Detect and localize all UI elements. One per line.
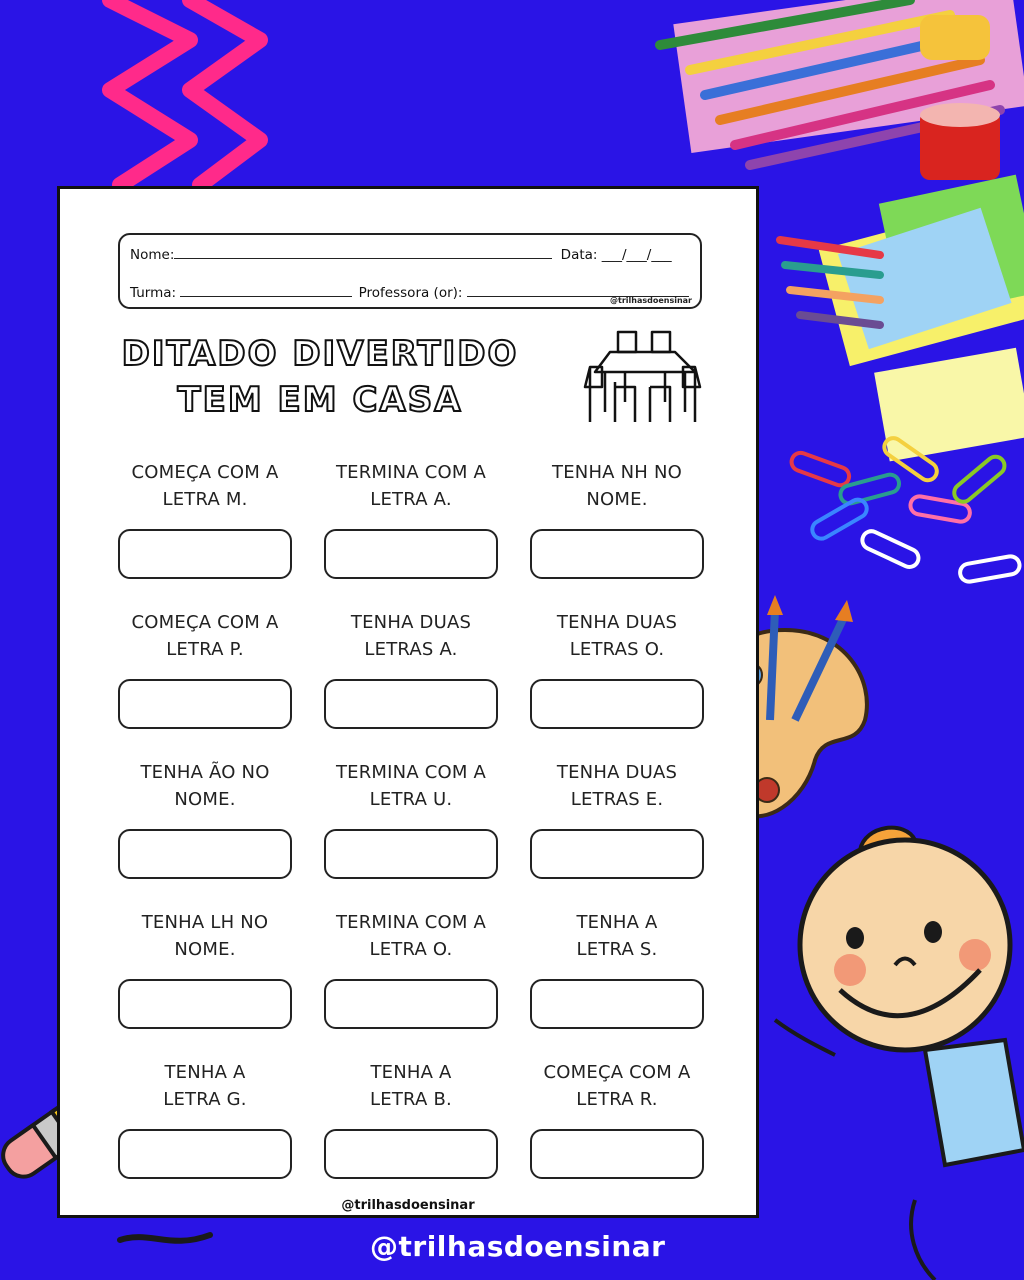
zigzag-decoration bbox=[70, 0, 270, 190]
dictation-item bbox=[118, 909, 292, 1029]
answer-box[interactable] bbox=[118, 1129, 292, 1179]
answer-box[interactable] bbox=[530, 1129, 704, 1179]
item-prompt: TENHA LH NO NOME. bbox=[141, 912, 269, 960]
item-prompt: TENHA DUAS LETRAS O. bbox=[556, 612, 678, 660]
answer-box[interactable] bbox=[530, 679, 704, 729]
answer-box[interactable] bbox=[530, 829, 704, 879]
teacher-label: Professora (or): bbox=[358, 285, 463, 301]
title-line-2: TEM EM CASA bbox=[177, 380, 463, 420]
answer-box[interactable] bbox=[324, 529, 498, 579]
item-prompt: TENHA DUAS LETRAS E. bbox=[556, 762, 678, 810]
item-prompt: TERMINA COM A LETRA A. bbox=[335, 462, 487, 510]
class-label: Turma: bbox=[130, 285, 177, 301]
item-prompt: COMEÇA COM A LETRA P. bbox=[131, 612, 279, 660]
social-handle: @trilhasdoensinar bbox=[370, 1230, 666, 1263]
dictation-item bbox=[324, 759, 498, 879]
dictation-item bbox=[530, 459, 704, 579]
dictation-item bbox=[118, 1059, 292, 1179]
student-info-box bbox=[118, 233, 702, 309]
name-line[interactable] bbox=[174, 245, 552, 259]
dictation-item bbox=[118, 609, 292, 729]
name-date-row bbox=[130, 245, 690, 263]
dictation-item bbox=[530, 759, 704, 879]
answer-box[interactable] bbox=[324, 829, 498, 879]
sheet-footer-handle: @trilhasdoensinar bbox=[341, 1198, 475, 1213]
item-prompt: COMEÇA COM A LETRA R. bbox=[543, 1062, 691, 1110]
class-line[interactable] bbox=[180, 283, 352, 297]
class-teacher-row bbox=[130, 283, 690, 301]
item-prompt: TENHA NH NO NOME. bbox=[552, 462, 682, 510]
answer-box[interactable] bbox=[530, 979, 704, 1029]
answer-box[interactable] bbox=[324, 1129, 498, 1179]
worksheet-title bbox=[60, 331, 580, 423]
dictation-item bbox=[118, 459, 292, 579]
dictation-item bbox=[118, 759, 292, 879]
cartoon-boy-image bbox=[765, 820, 1024, 1280]
item-prompt: TERMINA COM A LETRA U. bbox=[335, 762, 487, 810]
item-prompt: COMEÇA COM A LETRA M. bbox=[131, 462, 279, 510]
dictation-item bbox=[324, 1059, 498, 1179]
header-handle: @trilhasdoensinar bbox=[610, 296, 692, 305]
title-line-1: DITADO DIVERTIDO bbox=[121, 334, 519, 374]
date-label: Data: ___/___/___ bbox=[560, 247, 672, 263]
item-prompt: TERMINA COM A LETRA O. bbox=[335, 912, 487, 960]
dictation-item bbox=[530, 1059, 704, 1179]
answer-box[interactable] bbox=[118, 529, 292, 579]
name-label: Nome: bbox=[130, 247, 175, 263]
item-prompt: TENHA A LETRA G. bbox=[163, 1062, 247, 1110]
worksheet bbox=[57, 186, 759, 1218]
dictation-item bbox=[324, 459, 498, 579]
teacher-line[interactable] bbox=[467, 283, 689, 297]
table-chairs-icon bbox=[580, 327, 705, 427]
dictation-item bbox=[530, 909, 704, 1029]
answer-box[interactable] bbox=[118, 979, 292, 1029]
answer-box[interactable] bbox=[324, 679, 498, 729]
item-prompt: TENHA A LETRA B. bbox=[370, 1062, 452, 1110]
dictation-item bbox=[324, 909, 498, 1029]
answer-box[interactable] bbox=[118, 829, 292, 879]
dictation-item bbox=[530, 609, 704, 729]
item-prompt: TENHA ÃO NO NOME. bbox=[140, 762, 270, 810]
dictation-item bbox=[324, 609, 498, 729]
answer-box[interactable] bbox=[324, 979, 498, 1029]
answer-box[interactable] bbox=[118, 679, 292, 729]
item-prompt: TENHA A LETRA S. bbox=[576, 912, 658, 960]
answer-box[interactable] bbox=[530, 529, 704, 579]
item-prompt: TENHA DUAS LETRAS A. bbox=[350, 612, 472, 660]
